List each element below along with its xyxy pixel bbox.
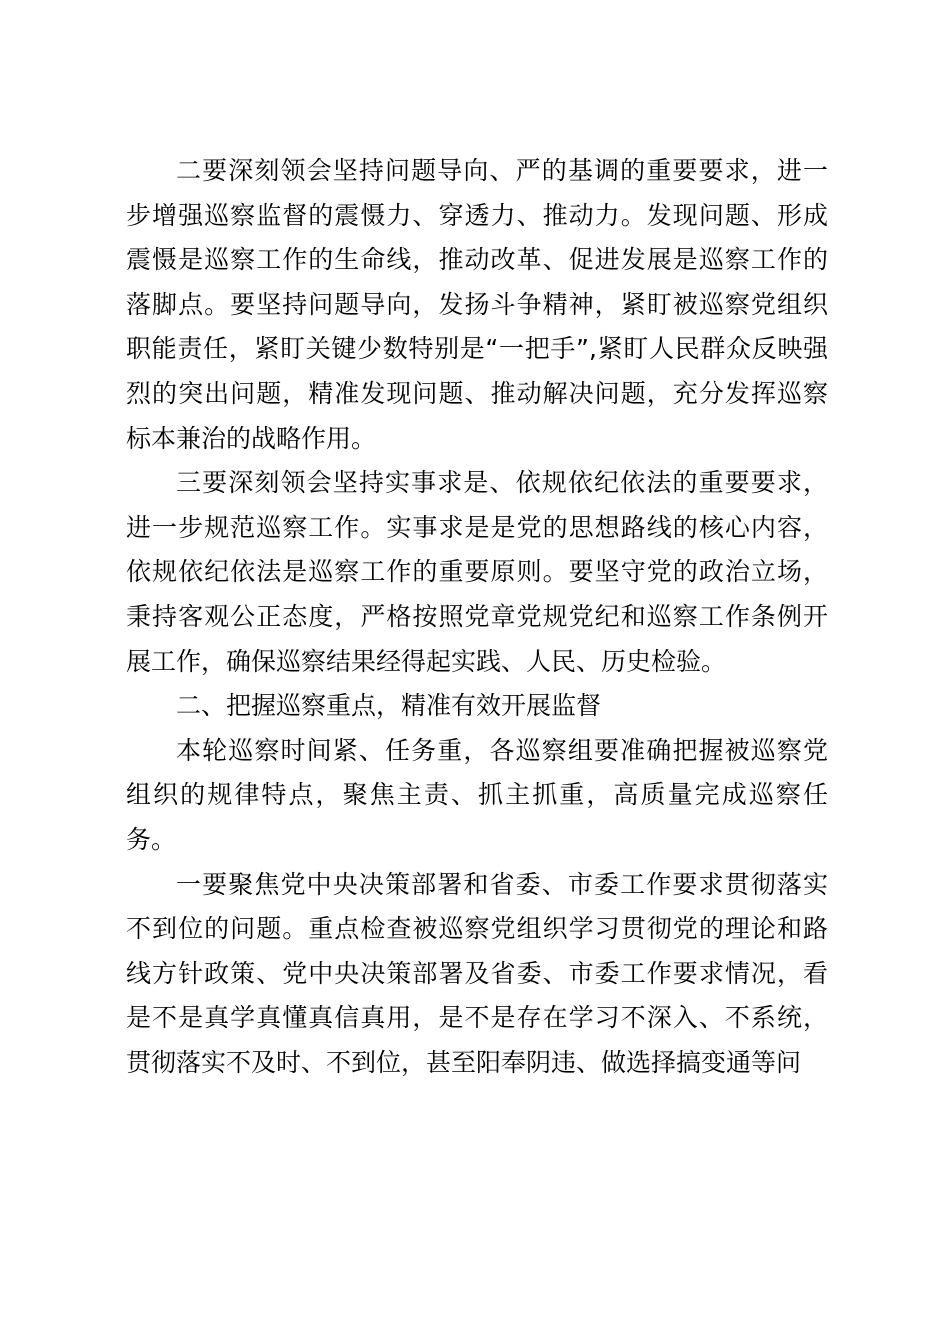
document-body [126, 149, 828, 1085]
text-line: 烈的突出问题，精准发现问题、推动解决问题，充分发挥巡察 [126, 378, 828, 408]
body-paragraph [126, 729, 828, 863]
body-paragraph [126, 863, 828, 1086]
text-line: 展工作，确保巡察结果经得起实践、人民、历史检验。 [126, 646, 727, 676]
text-line: 步增强巡察监督的震慑力、穿透力、推动力。发现问题、形成 [126, 200, 828, 230]
text-line: 秉持客观公正态度，严格按照党章党规党纪和巡察工作条例开 [126, 601, 828, 631]
text-line: 组织的规律特点，聚焦主责、抓主抓重，高质量完成巡察任 [126, 780, 828, 810]
body-paragraph [126, 149, 828, 461]
text-line: 三要深刻领会坚持实事求是、依规依纪依法的重要要求， [176, 468, 828, 498]
text-line: 依规依纪依法是巡察工作的重要原则。要坚守党的政治立场， [126, 557, 828, 587]
text-line: 务。 [126, 824, 177, 854]
text-line: 落脚点。要坚持问题导向，发扬斗争精神，紧盯被巡察党组织 [126, 289, 828, 319]
body-paragraph [126, 461, 828, 684]
text-line: 二、把握巡察重点，精准有效开展监督 [176, 691, 602, 721]
section-heading [126, 684, 828, 729]
text-line: 标本兼治的战略作用。 [126, 423, 377, 453]
text-line: 贯彻落实不及时、不到位，甚至阳奉阴违、做选择搞变通等问 [126, 1047, 802, 1077]
text-line: 线方针政策、党中央决策部署及省委、市委工作要求情况，看 [126, 958, 828, 988]
text-line: 不到位的问题。重点检查被巡察党组织学习贯彻党的理论和路 [126, 914, 828, 944]
text-line: 震慑是巡察工作的生命线，推动改革、促进发展是巡察工作的 [126, 245, 828, 275]
text-line: 二要深刻领会坚持问题导向、严的基调的重要要求，进一 [176, 156, 828, 185]
text-line: 进一步规范巡察工作。实事求是是党的思想路线的核心内容， [126, 512, 828, 542]
text-line: 是不是真学真懂真信真用，是不是存在学习不深入、不系统， [126, 1003, 828, 1033]
text-line: 职能责任，紧盯关键少数特别是“一把手”,紧盯人民群众反映强 [126, 334, 828, 364]
text-line: 本轮巡察时间紧、任务重，各巡察组要准确把握被巡察党 [176, 735, 828, 765]
text-line: 一要聚焦党中央决策部署和省委、市委工作要求贯彻落实 [176, 869, 828, 899]
